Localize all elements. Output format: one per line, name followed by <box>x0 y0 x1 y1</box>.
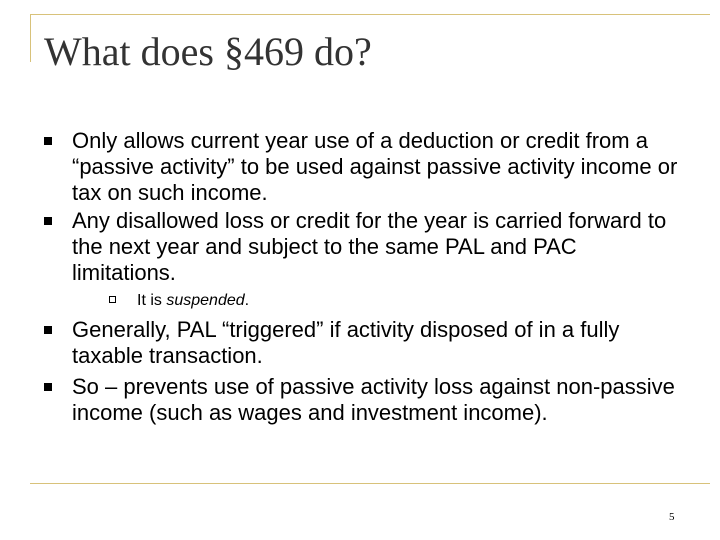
frame-vertical-line <box>30 14 31 62</box>
sub-bullet-suffix: . <box>244 292 250 309</box>
bullet-text-3: Generally, PAL “triggered” if activity disposed of in a fully taxable transaction. <box>72 317 620 368</box>
sub-bullet-emphasis: suspended <box>166 292 245 309</box>
bullet-text-2: Any disallowed loss or credit for the year is carried forward to the next year and subject to the same PAL and PAC limitations. <box>72 208 667 285</box>
bullet-item-4 <box>72 374 682 426</box>
frame-top-line <box>30 14 710 15</box>
filled-square-bullet-icon <box>44 326 52 334</box>
slide-title: What does §469 do? <box>44 29 372 74</box>
bullet-item-3 <box>72 317 682 369</box>
sub-bullet-item <box>137 291 249 311</box>
bullet-text-4: So – prevents use of passive activity loss against non-passive income (such as wages and investment income). <box>72 374 675 425</box>
frame-bottom-line <box>30 483 710 484</box>
slide-number: 5 <box>669 511 675 523</box>
hollow-square-bullet-icon <box>109 296 116 303</box>
bullet-text-1: Only allows current year use of a deduction or credit from a “passive activity” to be used against passive activity income or tax on such income. <box>72 128 678 205</box>
filled-square-bullet-icon <box>44 217 52 225</box>
sub-bullet-prefix: It is <box>137 292 167 309</box>
filled-square-bullet-icon <box>44 383 52 391</box>
bullet-item-1 <box>72 128 682 206</box>
filled-square-bullet-icon <box>44 137 52 145</box>
bullet-item-2 <box>72 208 682 286</box>
